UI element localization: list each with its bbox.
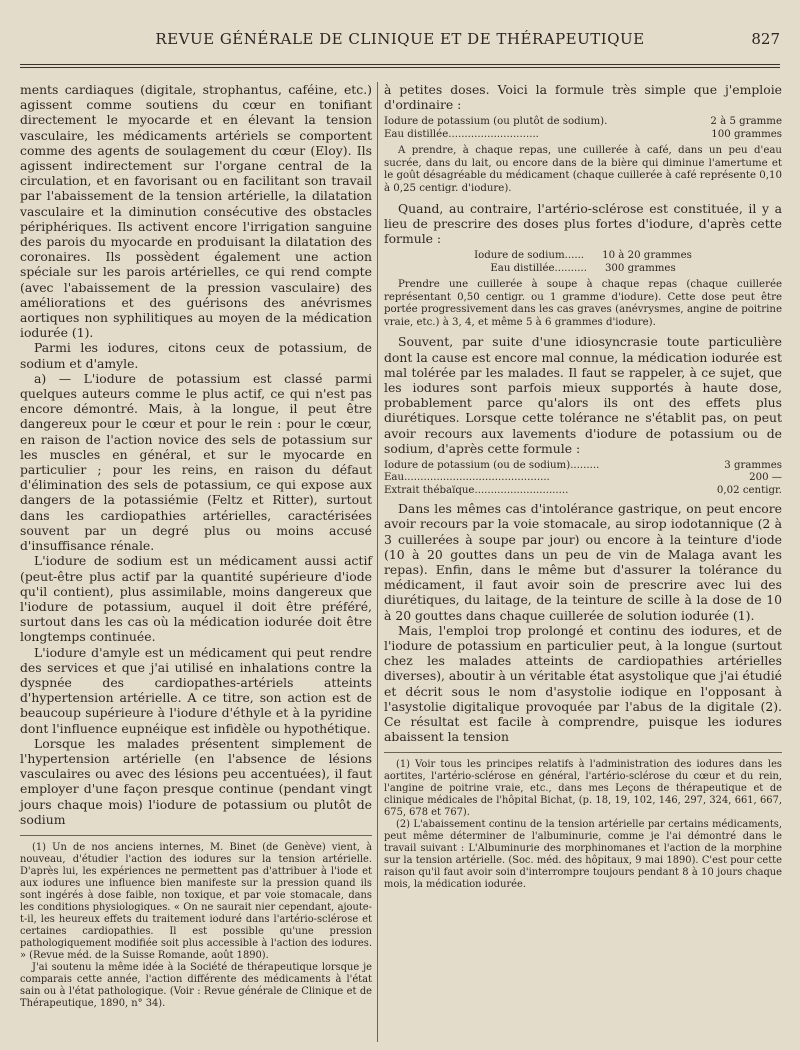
- right-footnote-2: (2) L'abaissement continu de la tension artérielle par certains médicaments, peut même déterminer de l'albuminurie, comme je l'ai démontré dans le travail suivant : L'Albuminurie des morphinomanes et l'action de la morphine sur la tension artérielle. (Soc. méd. des hôpitaux, 9 mai 1890). C'est pour cette raison qu'il faut avoir soin d'interrompre toujours pendant 8 à 10 jours chaque mois, la médication iodurée.: [384, 819, 782, 891]
- right-paragraph-1: à petites doses. Voici la formule très simple que j'emploie d'ordinaire :: [384, 82, 782, 113]
- ingredient-qty: 200 —: [749, 472, 782, 484]
- ingredient-qty: 100 grammes: [711, 128, 782, 140]
- ingredient-qty: 2 à 5 gramme: [710, 116, 782, 128]
- left-paragraph-1: ments cardiaques (digitale, strophantus, caféine, etc.) agissent comme soutiens du cœur en tonifiant directement le myocarde et en élevant la tension vasculaire, les médicaments artériels se comportent comme des agents de soulagement du cœur (Eloy). Ils agissent indirectement sur l'organe central de la circulation, et en favorisant ou en facilitant son travail par l'abaissement de la tension artérielle, la dilatation vasculaire et la diminution consécutive des obstacles périphériques. Ils activent encore l'irrigation sanguine des parois du myocarde en produisant la dilatation des coronaires. Ils possèdent également une action spéciale sur les parois artérielles, ce qui rend compte (avec l'abaissement de la pression vasculaire) des améliorations et des guérisons des anévrismes aortiques non syphilitiques au moyen de la médication iodurée (1).: [20, 82, 372, 341]
- ingredient-qty: 10 à 20 grammes: [602, 250, 692, 262]
- right-footnote-1: (1) Voir tous les principes relatifs à l'administration des iodures dans les aortites, l'artério-sclérose en général, l'artério-sclérose du cœur et du rein, l'angine de poitrine vraie, etc., dans mes Leçons de thérapeutique et de clinique médicales de l'hôpital Bichat, (p. 18, 19, 102, 146, 297, 324, 661, 667, 675, 678 et 767).: [384, 759, 782, 819]
- formula-2: [384, 250, 782, 275]
- right-paragraph-4: Dans les mêmes cas d'intolérance gastrique, on peut encore avoir recours par la voie stomacale, au sirop iodotannique (2 à 3 cuillerées à soupe par jour) ou encore à la teinture d'iode (10 à 20 gouttes dans un peu de vin de Malaga avant les repas). Enfin, dans le même but d'assurer la tolérance du médicament, il faut avoir soin de prescrire avec lui des diurétiques, du laitage, de la teinture de scille à la dose de 10 à 20 gouttes dans chaque cuillerée de solution iodurée (1).: [384, 501, 782, 623]
- ingredient-qty: 3 grammes: [724, 460, 782, 472]
- page-number: 827: [751, 30, 780, 48]
- formula-2-row: [384, 250, 782, 262]
- column-divider: [377, 82, 378, 1042]
- right-footnotes: [384, 759, 782, 891]
- formula-3: [384, 460, 782, 497]
- journal-title: REVUE GÉNÉRALE DE CLINIQUE ET DE THÉRAPEUTIQUE: [155, 30, 645, 48]
- ingredient-name: Eau distillée............................: [384, 128, 539, 140]
- formula-2-note: Prendre une cuillerée à soupe à chaque repas (chaque cuillerée représentant 0,50 centigr. ou 1 gramme d'iodure). Cette dose peut être portée progressivement dans les cas graves (anévrysmes, angine de poitrine vraie, etc.) à 3, 4, et même 5 à 6 grammes d'iodure).: [384, 279, 782, 328]
- formula-3-row: [384, 460, 782, 472]
- left-paragraph-3: a) — L'iodure de potassium est classé parmi quelques auteurs comme le plus actif, ce qui n'est pas encore démontré. Mais, à la longue, il peut être dangereux pour le cœur et pour le rein : pour le cœur, en raison de l'action novice des sels de potassium sur les muscles en général, et sur le myocarde en particulier ; pour les reins, en raison du défaut d'élimination des sels de potassium, ce qui expose aux dangers de la potassiémie (Feltz et Ritter), surtout dans les cardiopathies artérielles, caractérisées souvent par un degré plus ou moins accusé d'insuffisance rénale.: [20, 370, 372, 554]
- formula-2-row: [384, 263, 782, 275]
- ingredient-name: Eau.............................................: [384, 472, 550, 484]
- left-paragraph-2: Parmi les iodures, citons ceux de potassium, de sodium et d'amyle.: [20, 340, 372, 371]
- ingredient-qty: 0,02 centigr.: [716, 484, 782, 496]
- right-footnote-rule: [384, 752, 782, 753]
- left-footnote-2: J'ai soutenu la même idée à la Société de thérapeutique lorsque je comparais cette année, l'action différente des médicaments à l'état sain ou à l'état pathologique. (Voir : Revue générale de Clinique et de Thérapeutique, 1890, n° 34).: [20, 961, 372, 1009]
- right-paragraph-3: Souvent, par suite d'une idiosyncrasie toute particulière dont la cause est encore mal connue, la médication iodurée est mal tolérée par les malades. Il faut se rappeler, à ce sujet, que les iodures sont parfois mieux supportés à haute dose, probablement parce qu'alors ils ont des effets plus diurétiques. Lorsque cette tolérance ne s'établit pas, on peut avoir recours aux lavements d'iodure de potassium ou de sodium, d'après cette formule :: [384, 334, 782, 456]
- left-paragraph-6: Lorsque les malades présentent simplement de l'hypertension artérielle (en l'absence de lésions vasculaires ou avec des lésions peu accentuées), il faut employer d'une façon presque continue (pendant vingt jours chaque mois) l'iodure de potassium ou plutôt de sodium: [20, 735, 372, 827]
- left-paragraph-5: L'iodure d'amyle est un médicament qui peut rendre des services et que j'ai utilisé en inhalations contre la dyspnée des cardiopathes-artériels atteints d'hypertension artérielle. A ce titre, son action est de beaucoup supérieure à l'iodure d'éthyle et à la pyridine dont l'influence eupnéique est infidèle ou hypothétique.: [20, 644, 372, 736]
- right-paragraph-2: Quand, au contraire, l'artério-sclérose est constituée, il y a lieu de prescrire des doses plus fortes d'iodure, d'après cette formule :: [384, 200, 782, 246]
- running-header: [20, 30, 780, 52]
- right-column: [384, 82, 782, 891]
- header-rule: [20, 64, 780, 68]
- ingredient-name: Iodure de sodium......: [474, 250, 585, 262]
- right-paragraph-5: Mais, l'emploi trop prolongé et continu des iodures, et de l'iodure de potassium en particulier peut, à la longue (surtout chez les malades atteints de cardiopathies artérielles diverses), aboutir à un véritable état asystolique que j'ai étudié et décrit sous le nom d'asystolie iodique en l'opposant à l'asystolie digitalique provoquée par l'abus de la digitale (2). Ce résultat est facile à comprendre, puisque les iodures abaissent la tension: [384, 622, 782, 745]
- formula-1-row: [384, 116, 782, 128]
- left-column: [20, 82, 372, 1010]
- ingredient-name: Iodure de potassium (ou de sodium).........: [384, 460, 600, 472]
- ingredient-qty: 300 grammes: [604, 262, 676, 274]
- left-footnote-rule: [20, 835, 372, 836]
- left-footnote-1: (1) Un de nos anciens internes, M. Binet (de Genève) vient, à nouveau, d'étudier l'action des iodures sur la tension artérielle. D'après lui, les expériences ne permettent pas d'attribuer à l'iode et aux iodures une influence bien manifeste sur la pression quand ils sont ingérés à dose faible, non toxique, et par voie stomacale, dans les conditions physiologiques. « On ne saurait nier cependant, ajoute-t-il, les heureux effets du traitement ioduré dans l'artério-sclérose et certaines cardiopathies. Il est possible qu'une pression pathologiquement modifiée soit plus accessible à l'action des iodures. » (Revue méd. de la Suisse Romande, août 1890).: [20, 841, 372, 961]
- ingredient-name: Extrait thébaïque.............................: [384, 484, 569, 496]
- formula-3-row: [384, 485, 782, 497]
- left-paragraph-4: L'iodure de sodium est un médicament aussi actif (peut-être plus actif par la quantité supérieure d'iode qu'il contient), plus assimilable, moins dangereux que l'iodure de potassium, auquel il doit être préféré, surtout dans les cas où la médication iodurée doit être longtemps continuée.: [20, 553, 372, 645]
- formula-1-row: [384, 129, 782, 141]
- formula-3-row: [384, 472, 782, 484]
- left-footnotes: [20, 842, 372, 1010]
- formula-1: [384, 116, 782, 141]
- ingredient-name: Iodure de potassium (ou plutôt de sodium).: [384, 116, 608, 128]
- ingredient-name: Eau distillée..........: [490, 262, 587, 274]
- formula-1-note: A prendre, à chaque repas, une cuillerée à café, dans un peu d'eau sucrée, dans du lait, ou encore dans de la bière qui diminue l'amertume et le goût désagréable du médicament (chaque cuillerée à café représente 0,10 à 0,25 centigr. d'iodure).: [384, 145, 782, 194]
